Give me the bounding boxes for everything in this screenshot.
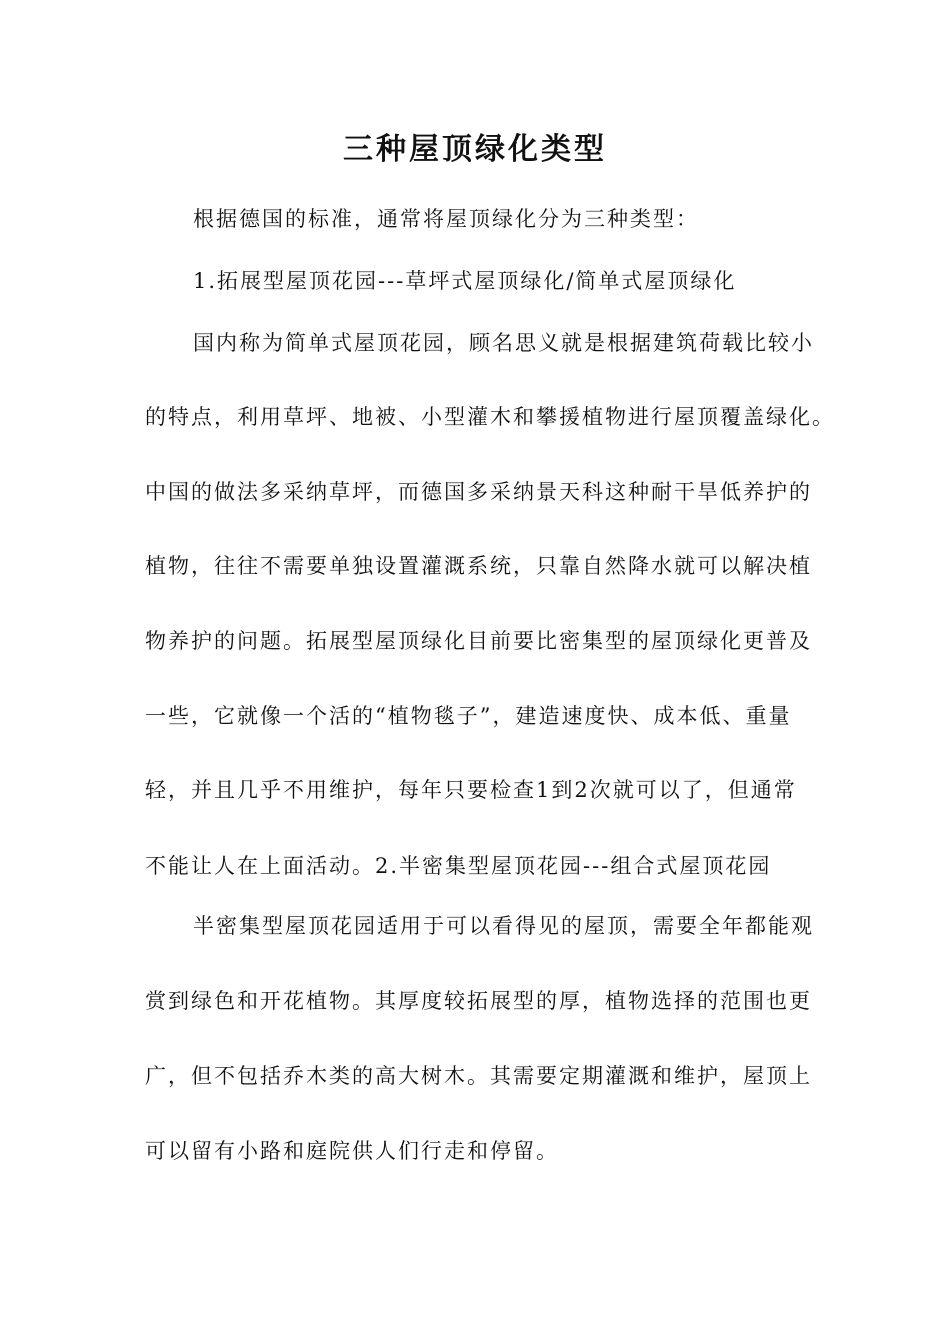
paragraph-line: 植物，往往不需要单独设置灌溉系统，只靠自然降水就可以解决植: [145, 554, 812, 578]
paragraph-line: 广，但不包括乔木类的高大树木。其需要定期灌溉和维护，屋顶上: [145, 1064, 812, 1088]
paragraph-line: 半密集型屋顶花园适用于可以看得见的屋顶，需要全年都能观: [193, 914, 814, 938]
section-heading-extensive: 1.拓展型屋顶花园---草坪式屋顶绿化/简单式屋顶绿化: [193, 269, 737, 293]
paragraph-line: 国内称为简单式屋顶花园，顾名思义就是根据建筑荷载比较小: [193, 331, 814, 355]
document-title: 三种屋顶绿化类型: [343, 132, 607, 167]
paragraph-line: 轻，并且几乎不用维护，每年只要检查1到2次就可以了，但通常: [145, 778, 797, 802]
paragraph-line: 可以留有小路和庭院供人们行走和停留。: [145, 1139, 559, 1163]
paragraph-line: 物养护的问题。拓展型屋顶绿化目前要比密集型的屋顶绿化更普及: [145, 629, 812, 653]
paragraph-line: 中国的做法多采纳草坪，而德国多采纳景天科这种耐干旱低养护的: [145, 480, 812, 504]
paragraph-line: 一些，它就像一个活的“植物毯子”，建造速度快、成本低、重量: [145, 704, 792, 728]
paragraph-line: 赏到绿色和开花植物。其厚度较拓展型的厚，植物选择的范围也更: [145, 989, 812, 1013]
paragraph-line: 的特点，利用草坪、地被、小型灌木和攀援植物进行屋顶覆盖绿化。: [145, 405, 835, 429]
intro-paragraph: 根据德国的标准，通常将屋顶绿化分为三种类型：: [193, 207, 699, 231]
paragraph-line: 不能让人在上面活动。2.半密集型屋顶花园---组合式屋顶花园: [145, 854, 772, 878]
